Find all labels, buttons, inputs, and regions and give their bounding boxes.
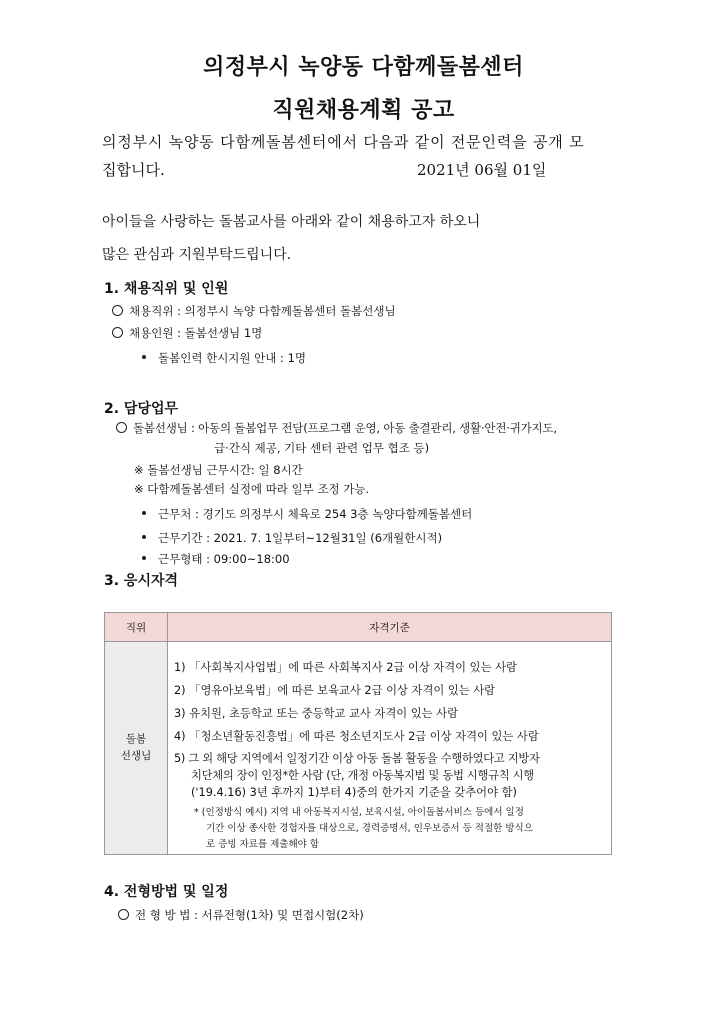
intro-line-4: 많은 관심과 지원부탁드립니다.	[102, 247, 292, 263]
circle-bullet-icon	[116, 422, 127, 433]
section1-heading: 1. 채용직위 및 인원	[104, 281, 229, 297]
dot-bullet-icon	[142, 355, 146, 359]
section1-item-position: 채용직위 : 의정부시 녹양 다함께돌봄센터 돌봄선생님	[112, 303, 396, 319]
page-title: 의정부시 녹양동 다함께돌봄센터	[203, 54, 524, 80]
section2-heading: 2. 담당업무	[104, 401, 179, 417]
intro-line-1: 의정부시 녹양동 다함께돌봄센터에서 다음과 같이 전문인력을 공개 모	[102, 133, 585, 151]
criteria-cell	[168, 642, 612, 855]
criteria-4: 4) 「청소년활동진흥법」에 따른 청소년지도사 2급 이상 자격이 있는 사람	[174, 730, 539, 743]
section2-note-2: ※ 다함께돌봄센터 실정에 따라 일부 조정 가능.	[134, 482, 370, 496]
section2-bullet-period: 근무기간 : 2021. 7. 1일부터~12월31일 (6개월한시적)	[142, 530, 442, 546]
criteria-5-line-3: ('19.4.16) 3년 후까지 1)부터 4)중의 한가지 기준을 갖추어야 함)	[191, 786, 517, 799]
section2-duty-line-1: 돌봄선생님 : 아동의 돌봄업무 전담(프로그램 운영, 아동 출결관리, 생활·안전·귀가지도,	[116, 420, 557, 436]
announcement-date: 2021년 06월 01일	[417, 161, 547, 179]
table-row	[105, 642, 612, 855]
criteria-note-3: 로 증빙 자료를 제출해야 함	[206, 839, 320, 850]
criteria-1: 1) 「사회복지사업법」에 따른 사회복지사 2급 이상 자격이 있는 사람	[174, 661, 517, 674]
page-subtitle: 직원채용계획 공고	[272, 97, 455, 123]
criteria-3: 3) 유치원, 초등학교 또는 중등학교 교사 자격이 있는 사람	[174, 707, 458, 720]
criteria-2: 2) 「영유아보육법」에 따른 보육교사 2급 이상 자격이 있는 사람	[174, 684, 496, 697]
circle-bullet-icon	[112, 327, 123, 338]
criteria-5-line-1: 5) 그 외 해당 지역에서 일정기간 이상 아동 돌봄 활동을 수행하였다고 지방자	[174, 752, 540, 765]
intro-line-3: 아이들을 사랑하는 돌봄교사를 아래와 같이 채용하고자 하오니	[102, 214, 481, 230]
section3-heading: 3. 응시자격	[104, 573, 179, 589]
dot-bullet-icon	[142, 556, 146, 560]
header-criteria: 자격기준	[168, 613, 612, 642]
section4-item: 전 형 방 법 : 서류전형(1차) 및 면접시험(2차)	[118, 907, 364, 923]
section2-bullet-workplace: 근무처 : 경기도 의정부시 체육로 254 3층 녹양다함께돌봄센터	[142, 506, 472, 522]
criteria-5-line-2: 치단체의 장이 인정*한 사람 (단, 개정 아동복지법 및 동법 시행규칙 시행	[191, 769, 534, 782]
header-position: 직위	[105, 613, 168, 642]
position-cell: 돌봄 선생님	[105, 642, 168, 855]
section2-duty-line-2: 급·간식 제공, 기타 센터 관련 업무 협조 등)	[214, 441, 430, 455]
criteria-note-2: 기간 이상 종사한 경험자를 대상으로, 경력증명서, 인우보증서 등 적절한 방식으	[206, 823, 533, 834]
circle-bullet-icon	[118, 909, 129, 920]
section2-note-1: ※ 돌봄선생님 근무시간: 일 8시간	[134, 463, 303, 477]
qualification-table	[104, 612, 612, 855]
dot-bullet-icon	[142, 535, 146, 539]
section2-bullet-hours: 근무형태 : 09:00~18:00	[142, 551, 290, 567]
section4-heading: 4. 전형방법 및 일정	[104, 884, 229, 900]
qualification-table-header	[105, 613, 612, 642]
section1-item-count: 채용인원 : 돌봄선생님 1명	[112, 325, 262, 341]
dot-bullet-icon	[142, 511, 146, 515]
intro-line-2: 집합니다.	[102, 161, 165, 179]
circle-bullet-icon	[112, 305, 123, 316]
criteria-note-1: * (인정방식 예시) 지역 내 아동복지시설, 보육시설, 아이돌봄서비스 등에서 일정	[194, 807, 524, 818]
section1-bullet: 돌봄인력 한시지원 안내 : 1명	[142, 350, 306, 366]
